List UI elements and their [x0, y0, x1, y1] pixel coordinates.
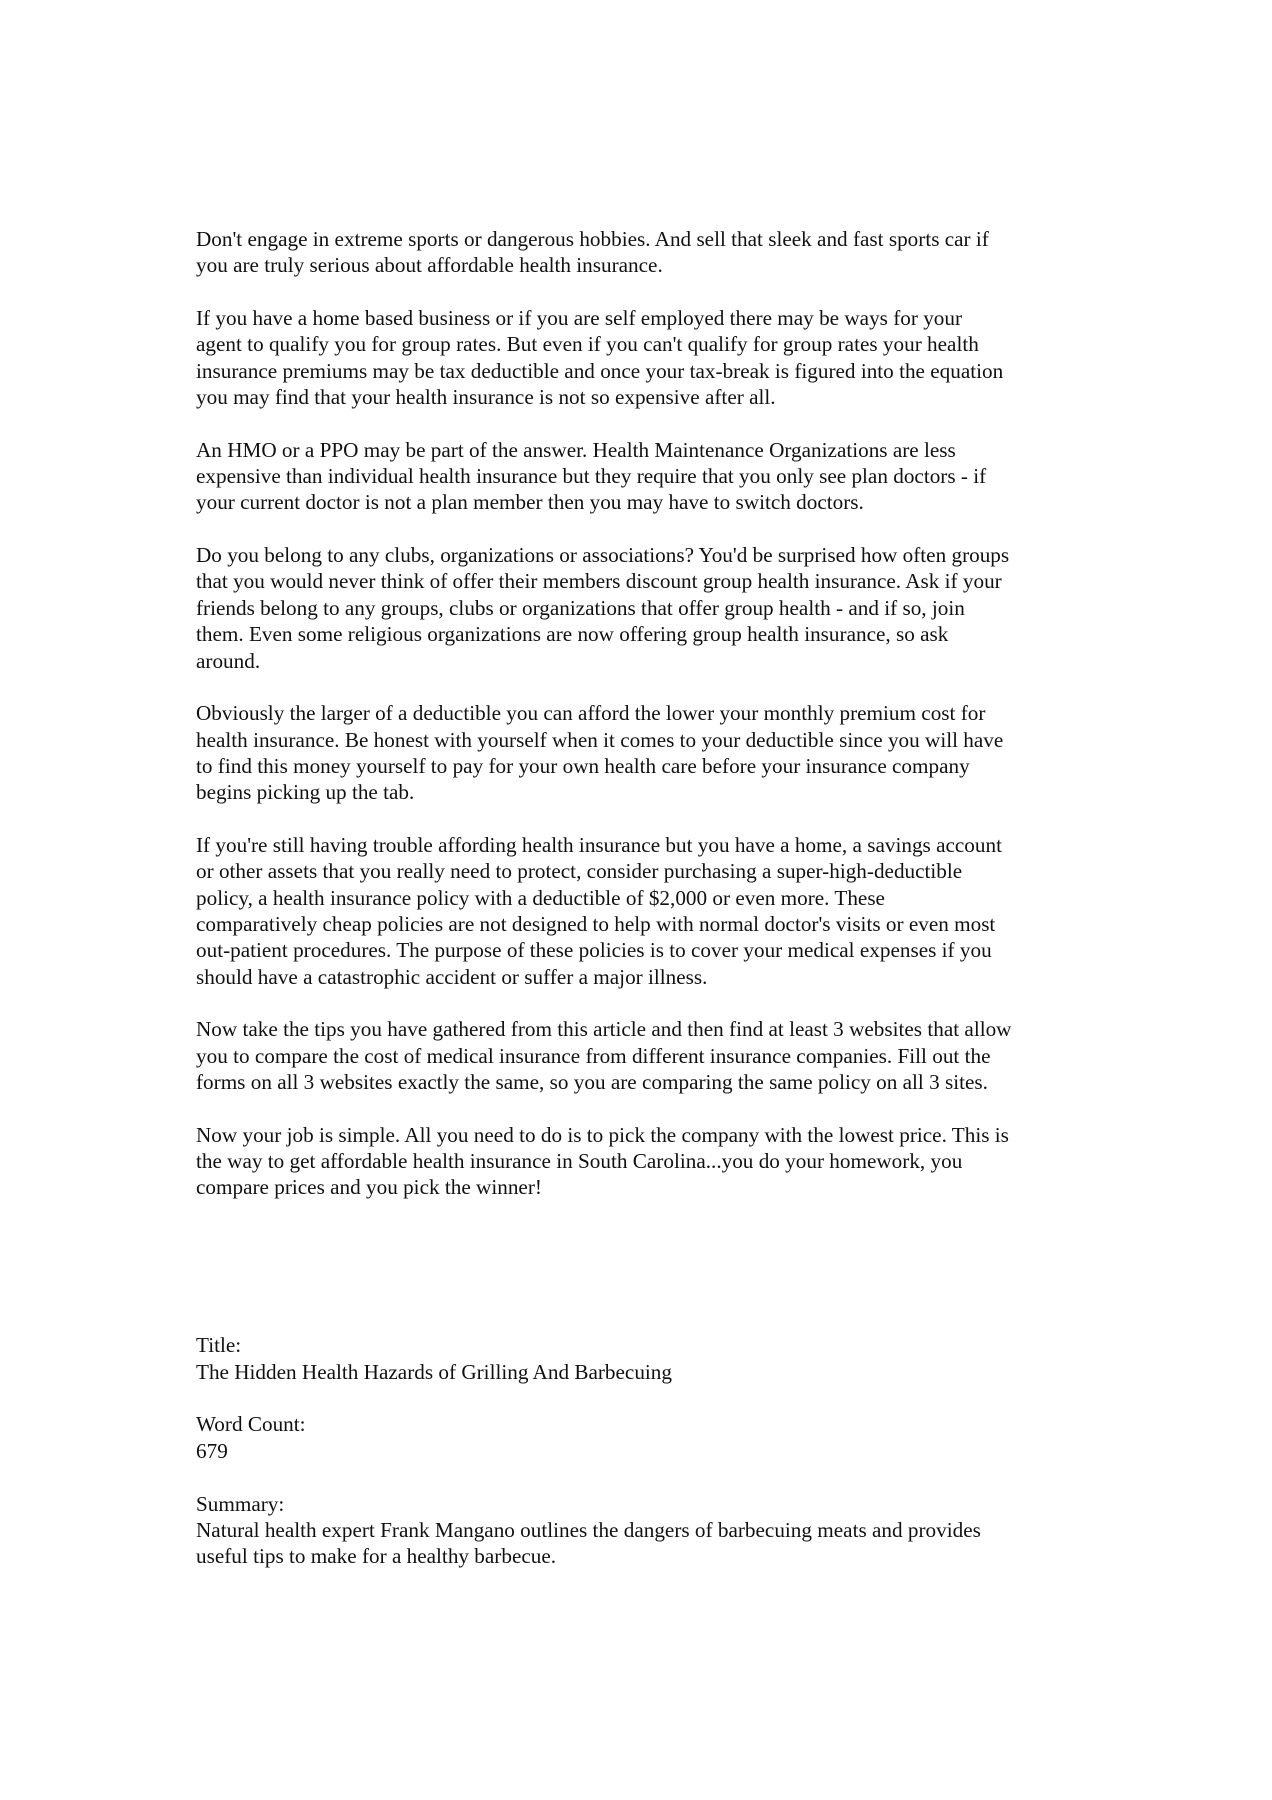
- document-text: [196, 226, 1096, 1596]
- text-line: Now your job is simple. All you need to do is to pick the company with the lowest price. This is: [196, 1122, 1009, 1147]
- text-line: or other assets that you really need to protect, consider purchasing a super-high-deductible: [196, 859, 963, 884]
- paragraph-high-deductible-policy: [196, 832, 1096, 990]
- text-line: expensive than individual health insurance but they require that you only see plan doctors - if: [196, 464, 987, 489]
- summary-text-line: Natural health expert Frank Mangano outlines the dangers of barbecuing meats and provides: [196, 1517, 981, 1542]
- text-line: health insurance. Be honest with yourself when it comes to your deductible since you will have: [196, 727, 1004, 752]
- text-line: should have a catastrophic accident or suffer a major illness.: [196, 964, 708, 989]
- section-gap: [196, 1227, 1096, 1332]
- text-line: them. Even some religious organizations are now offering group health insurance, so ask: [196, 622, 949, 647]
- paragraph-clubs-organizations: [196, 542, 1096, 674]
- text-line: policy, a health insurance policy with a deductible of $2,000 or even more. These: [196, 885, 885, 910]
- text-line: insurance premiums may be tax deductible and once your tax-break is figured into the equation: [196, 358, 1004, 383]
- text-line: that you would never think of offer their members discount group health insurance. Ask if your: [196, 569, 1002, 594]
- text-line: If you have a home based business or if you are self employed there may be ways for your: [196, 306, 963, 331]
- text-line: you to compare the cost of medical insurance from different insurance companies. Fill out the: [196, 1043, 991, 1068]
- text-line: you may find that your health insurance is not so expensive after all.: [196, 385, 776, 410]
- summary-label: Summary:: [196, 1491, 285, 1516]
- word-count-block: [196, 1411, 1096, 1464]
- text-line: out-patient procedures. The purpose of these policies is to cover your medical expenses if you: [196, 938, 992, 963]
- next-article-title-block: [196, 1332, 1096, 1385]
- text-line: the way to get affordable health insurance in South Carolina...you do your homework, you: [196, 1149, 963, 1174]
- text-line: you are truly serious about affordable health insurance.: [196, 253, 663, 278]
- text-line: An HMO or a PPO may be part of the answer. Health Maintenance Organizations are less: [196, 437, 956, 462]
- text-line: comparatively cheap policies are not designed to help with normal doctor's visits or even most: [196, 911, 996, 936]
- paragraph-extreme-sports: [196, 226, 1096, 279]
- text-line: friends belong to any groups, clubs or organizations that offer group health - and if so, join: [196, 595, 965, 620]
- word-count-value: 679: [196, 1438, 228, 1463]
- text-line: forms on all 3 websites exactly the same, so you are comparing the same policy on all 3 sites.: [196, 1070, 988, 1094]
- text-line: Now take the tips you have gathered from this article and then find at least 3 websites that allow: [196, 1017, 1012, 1042]
- text-line: Don't engage in extreme sports or dangerous hobbies. And sell that sleek and fast sports car if: [196, 227, 989, 251]
- paragraph-hmo-ppo: [196, 437, 1096, 516]
- summary-block: [196, 1491, 1096, 1570]
- text-line: Do you belong to any clubs, organizations or associations? You'd be surprised how often groups: [196, 543, 1010, 568]
- word-count-label: Word Count:: [196, 1412, 306, 1437]
- article-title: The Hidden Health Hazards of Grilling And Barbecuing: [196, 1359, 672, 1384]
- paragraph-compare-websites: [196, 1016, 1096, 1095]
- paragraph-self-employed: [196, 305, 1096, 410]
- paragraph-conclusion: [196, 1122, 1096, 1201]
- text-line: your current doctor is not a plan member then you may have to switch doctors.: [196, 490, 864, 515]
- title-label: Title:: [196, 1333, 242, 1358]
- summary-text-line: useful tips to make for a healthy barbecue.: [196, 1544, 557, 1569]
- text-line: begins picking up the tab.: [196, 780, 415, 805]
- text-line: to find this money yourself to pay for your own health care before your insurance company: [196, 753, 970, 778]
- text-line: agent to qualify you for group rates. But even if you can't qualify for group rates your health: [196, 332, 979, 357]
- text-line: around.: [196, 648, 261, 673]
- text-line: If you're still having trouble affording health insurance but you have a home, a savings account: [196, 832, 1002, 857]
- text-line: Obviously the larger of a deductible you can afford the lower your monthly premium cost for: [196, 701, 986, 726]
- text-line: compare prices and you pick the winner!: [196, 1175, 542, 1200]
- paragraph-deductible: [196, 700, 1096, 805]
